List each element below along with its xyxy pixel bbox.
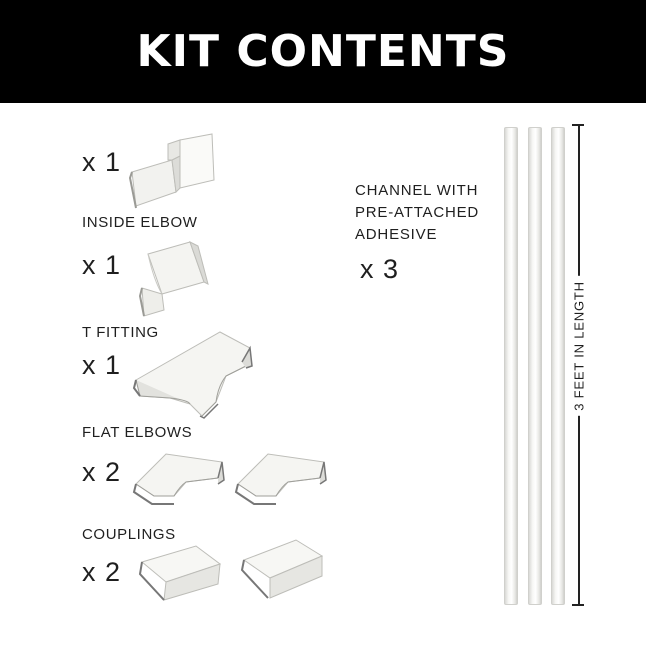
- t-fitting-image: [134, 238, 210, 318]
- quantity-t-fitting: x 1: [82, 250, 122, 280]
- label-t-fitting: T FITTING: [82, 324, 159, 341]
- channel-label-line-2: PRE-ATTACHED: [355, 204, 480, 221]
- inside-elbow-image: [128, 130, 220, 210]
- channel-strip-2: [528, 127, 542, 605]
- coupling-image-2: [236, 534, 326, 604]
- quantity-couplings: x 2: [82, 557, 122, 587]
- header-banner: [0, 0, 646, 103]
- quantity-flat-elbow: x 1: [82, 350, 122, 380]
- channel-description: [355, 180, 479, 246]
- quantity-channel: x 3: [360, 254, 400, 284]
- label-inside-elbow: INSIDE ELBOW: [82, 214, 198, 231]
- channel-strip-1: [504, 127, 518, 605]
- length-dimension-bottom-tick: [572, 604, 584, 606]
- quantity-inside-elbow: x 1: [82, 147, 122, 177]
- channel-strip-3: [551, 127, 565, 605]
- length-dimension-top-tick: [572, 124, 584, 126]
- page-title: KIT CONTENTS: [136, 26, 510, 77]
- label-flat-elbows: FLAT ELBOWS: [82, 424, 193, 441]
- channel-label-line-1: CHANNEL WITH: [355, 182, 479, 199]
- length-label: 3 FEET IN LENGTH: [572, 276, 587, 416]
- quantity-flat-elbows: x 2: [82, 457, 122, 487]
- flat-elbow-image-1: [130, 448, 226, 506]
- flat-elbow-image-2: [232, 448, 328, 506]
- label-couplings: COUPLINGS: [82, 526, 176, 543]
- tee-fitting-image: [130, 326, 256, 422]
- coupling-image-1: [134, 540, 224, 606]
- channel-label-line-3: ADHESIVE: [355, 226, 438, 243]
